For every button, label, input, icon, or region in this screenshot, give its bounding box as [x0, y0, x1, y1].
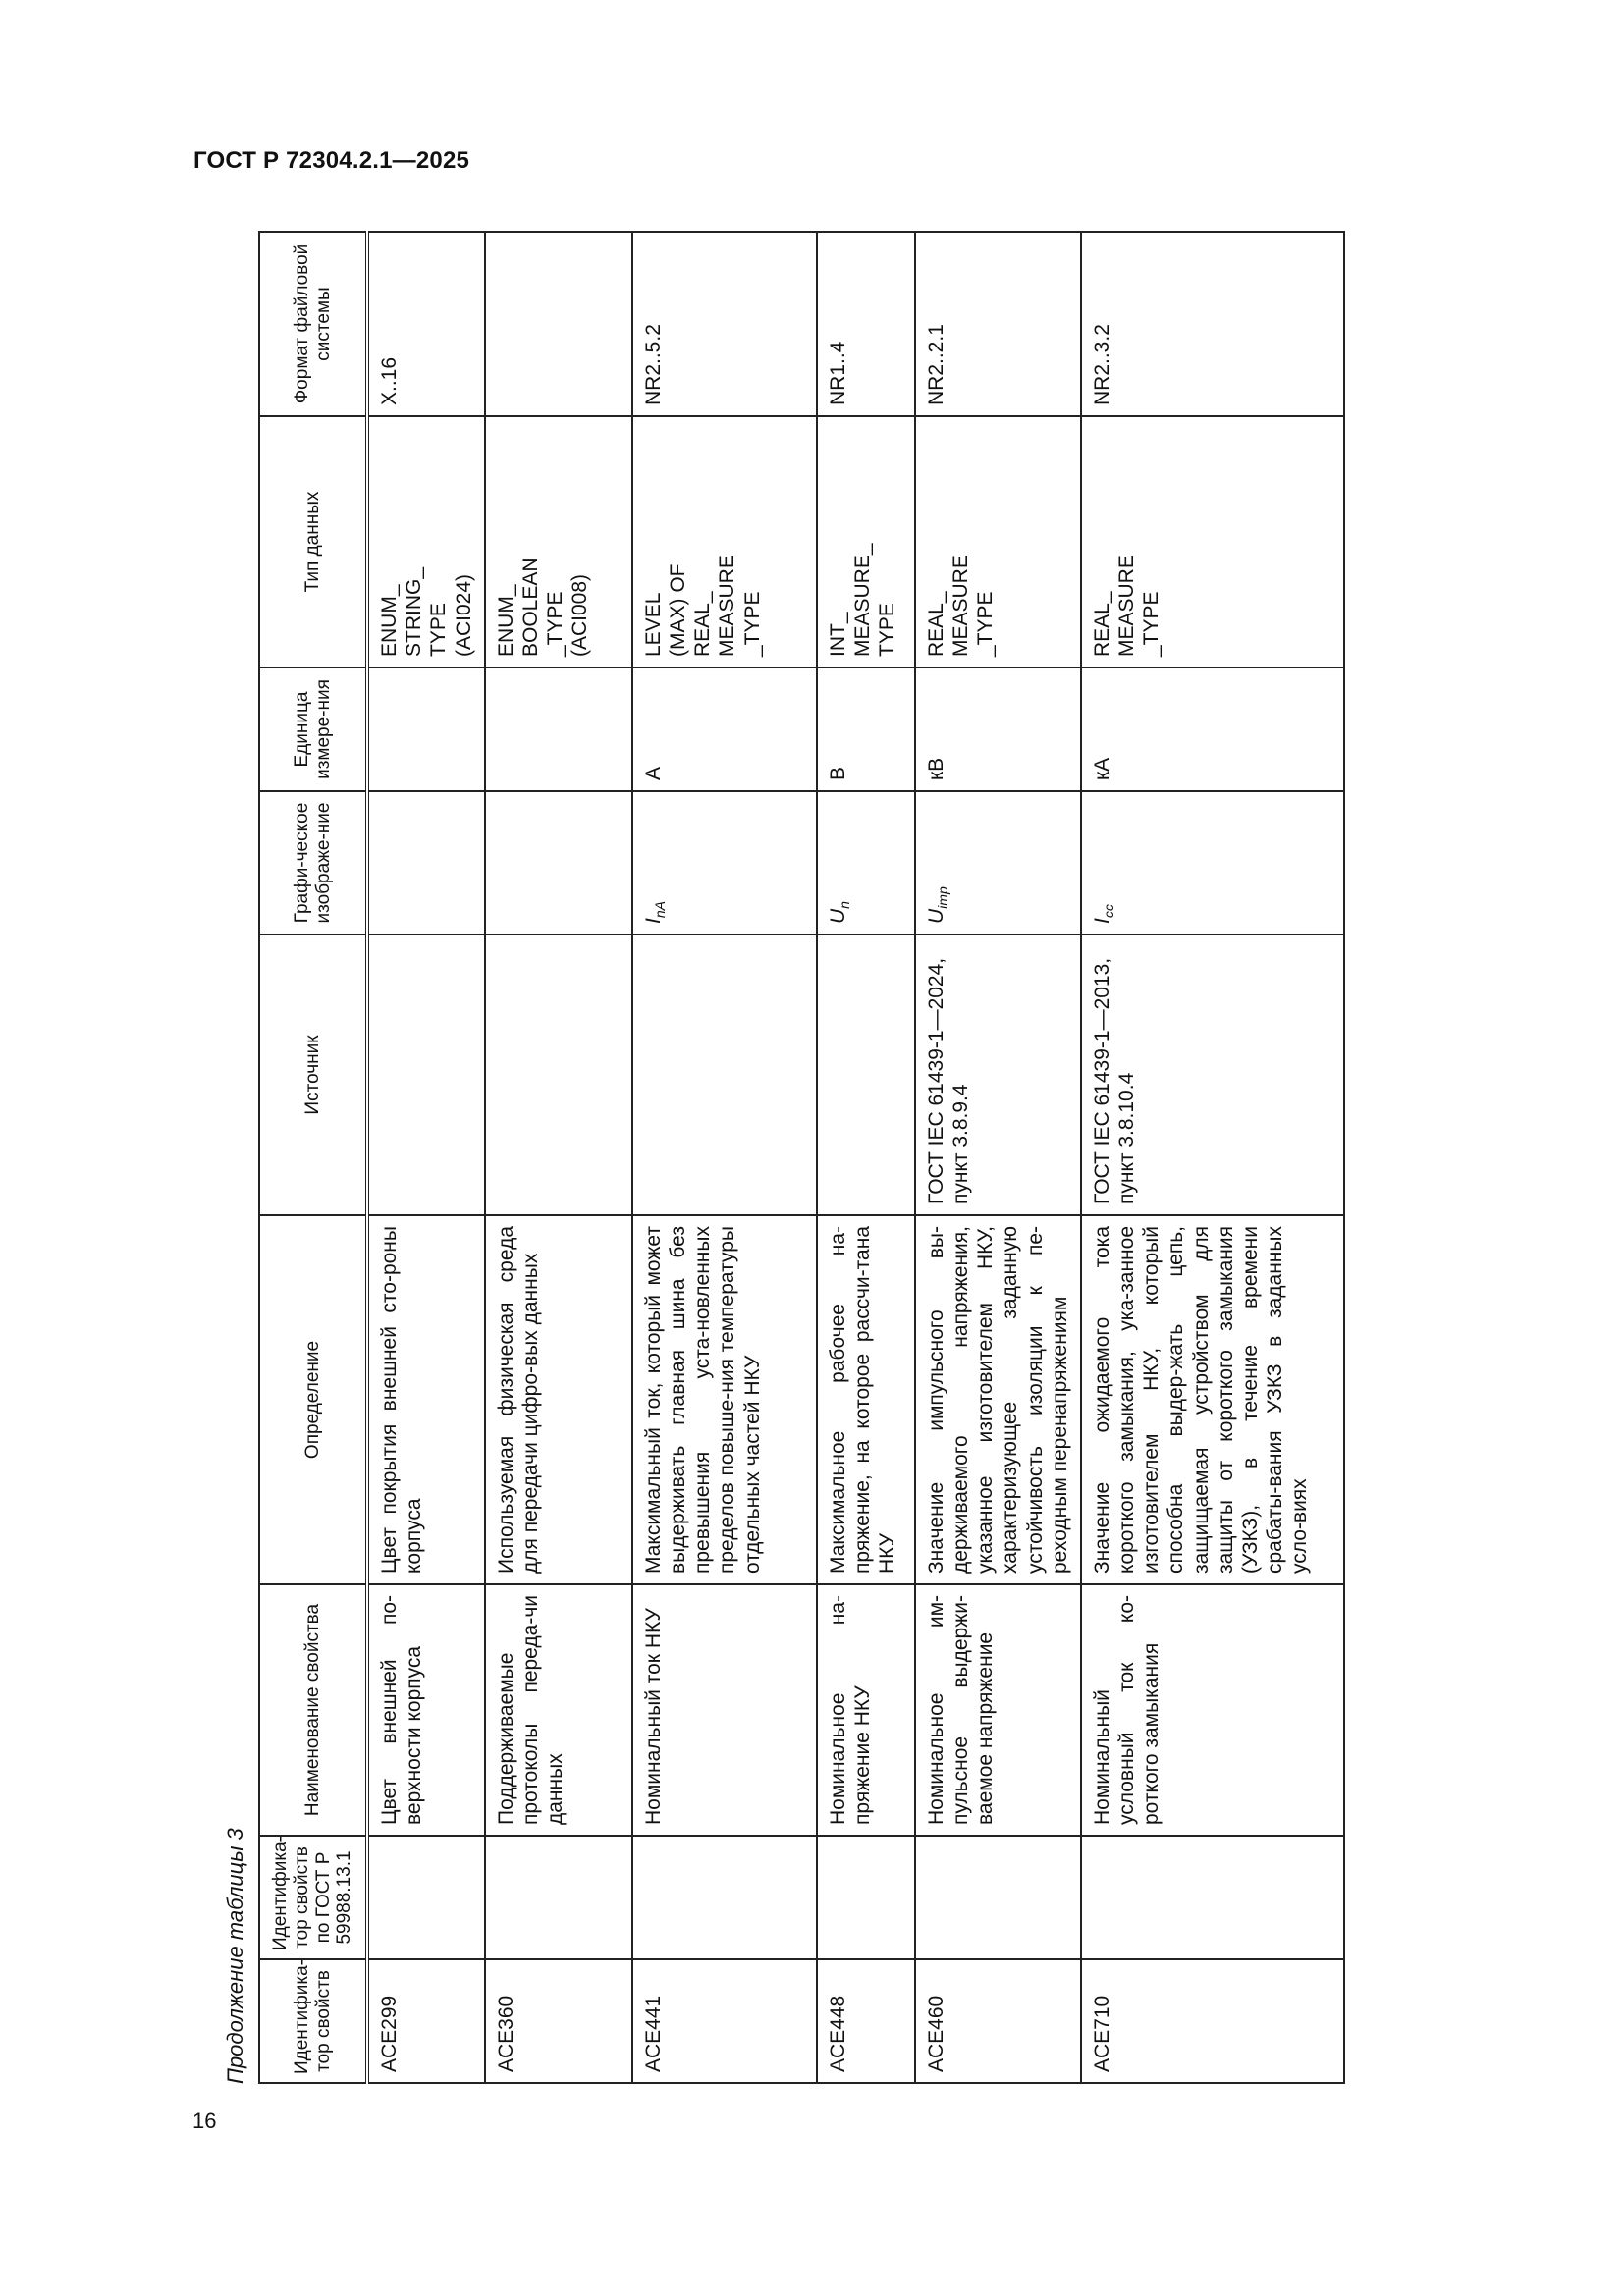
- cell-property-name: [1081, 1584, 1344, 1836]
- cell-property-name-text: Номинальный ток НКУ: [641, 1608, 665, 1825]
- cell-property-id: [817, 1959, 915, 2083]
- cell-data-type-text: INT_ MEASURE_ TYPE: [826, 543, 899, 657]
- cell-data-type-text: REAL_ MEASURE _TYPE: [1090, 555, 1164, 657]
- rotated-page-content: [223, 230, 1405, 2084]
- cell-source: [915, 934, 1081, 1215]
- cell-source: [1081, 934, 1344, 1215]
- cell-property-name: [485, 1584, 632, 1836]
- cell-data-type: [485, 416, 632, 667]
- cell-property-id-text: ACE710: [1090, 1995, 1113, 2072]
- cell-unit: [817, 667, 915, 791]
- cell-format: [485, 232, 632, 416]
- cell-property-id: [915, 1959, 1081, 2083]
- symbol-subscript: n: [836, 901, 852, 909]
- cell-property-name: [632, 1584, 817, 1836]
- table-row: [915, 232, 1081, 2083]
- cell-gost-id: [367, 1836, 485, 1959]
- cell-unit: [485, 667, 632, 791]
- cell-format-text: NR2..3.2: [1090, 324, 1113, 405]
- page-number: 16: [192, 2109, 217, 2133]
- cell-symbol: [632, 791, 817, 934]
- cell-definition: [367, 1215, 485, 1584]
- cell-definition: [915, 1215, 1081, 1584]
- cell-property-name-text: Цвет внешней по-верхности корпуса: [378, 1595, 426, 1825]
- cell-unit-text: А: [641, 766, 665, 780]
- column-header: Формат файловой системы: [259, 232, 367, 416]
- cell-unit: [632, 667, 817, 791]
- cell-property-id-text: ACE299: [378, 1995, 401, 2072]
- cell-property-id-text: ACE460: [924, 1995, 947, 2072]
- cell-property-name: [367, 1584, 485, 1836]
- cell-definition-text: Значение импульсного вы-держиваемого напряжения, указанное изготовителем НКУ, характеризующее заданную устойчивость изоляции к пе-реходным перенапряжениям: [924, 1226, 1071, 1574]
- table-row: [817, 232, 915, 2083]
- cell-data-type: [817, 416, 915, 667]
- cell-data-type: [632, 416, 817, 667]
- symbol-subscript: imp: [934, 886, 950, 909]
- cell-source: [632, 934, 817, 1215]
- cell-property-name-text: Поддерживаемые протоколы переда-чи данных: [494, 1595, 568, 1825]
- symbol-letter: I: [641, 918, 665, 924]
- cell-data-type-text: LEVEL (MAX) OF REAL_ MEASURE _TYPE: [641, 555, 764, 657]
- cell-format-text: NR2..2.1: [924, 324, 947, 405]
- cell-source: [817, 934, 915, 1215]
- cell-data-type-text: ENUM_ STRING_ TYPE (ACI024): [378, 566, 475, 657]
- cell-definition: [817, 1215, 915, 1584]
- cell-property-id: [485, 1959, 632, 2083]
- cell-format-text: NR1..4: [826, 341, 849, 405]
- cell-definition: [1081, 1215, 1344, 1584]
- cell-gost-id: [1081, 1836, 1344, 1959]
- cell-definition-text: Цвет покрытия внешней сто-роны корпуса: [378, 1226, 426, 1574]
- cell-property-id-text: ACE441: [641, 1995, 665, 2072]
- symbol-letter: U: [924, 908, 947, 924]
- cell-definition: [485, 1215, 632, 1584]
- column-header: Наименование свойства: [259, 1584, 367, 1836]
- cell-unit-text: кВ: [924, 757, 947, 780]
- cell-property-id-text: ACE360: [494, 1995, 517, 2072]
- cell-unit: [1081, 667, 1344, 791]
- symbol-letter: U: [826, 908, 849, 924]
- cell-definition-text: Максимальное рабочее на-пряжение, на которое рассчи-тана НКУ: [826, 1226, 899, 1574]
- cell-format-text: NR2..5.2: [641, 324, 665, 405]
- cell-format-text: X..16: [378, 356, 401, 405]
- cell-unit: [367, 667, 485, 791]
- cell-unit-text: В: [826, 766, 849, 780]
- cell-source: [367, 934, 485, 1215]
- cell-data-type-text: REAL_ MEASURE _TYPE: [924, 555, 998, 657]
- table-container: [258, 233, 1345, 2084]
- cell-definition-text: Максимальный ток, который может выдерживать главная шина без превышения уста-новленных пределов повыше-ния температуры отдельных частей НКУ: [641, 1226, 764, 1574]
- cell-property-name: [915, 1584, 1081, 1836]
- column-header: Источник: [259, 934, 367, 1215]
- cell-data-type-text: ENUM_ BOOLEAN _TYPE (ACI008): [494, 557, 592, 657]
- cell-format: [632, 232, 817, 416]
- cell-property-name-text: Номинальное им-пульсное выдержи-ваемое напряжение: [924, 1595, 998, 1825]
- column-header: Графи-ческое изображе-ние: [259, 791, 367, 934]
- cell-unit-text: кА: [1090, 757, 1113, 780]
- cell-property-name-text: Номинальное на-пряжение НКУ: [826, 1595, 874, 1825]
- document-header: ГОСТ Р 72304.2.1—2025: [193, 147, 470, 174]
- cell-gost-id: [915, 1836, 1081, 1959]
- header-row: [259, 232, 367, 2083]
- cell-definition-text: Значение ожидаемого тока короткого замыкания, ука-занное изготовителем НКУ, который способна выдер-жать цепь, защищаемая устройством для защиты от короткого замыкания (УЗКЗ), в течение времени срабаты-вания УЗКЗ в заданных усло-виях: [1090, 1226, 1312, 1574]
- symbol-subscript: nA: [651, 901, 668, 919]
- cell-symbol: [485, 791, 632, 934]
- cell-format: [1081, 232, 1344, 416]
- table-row: [1081, 232, 1344, 2083]
- table-row: [367, 232, 485, 2083]
- table-header: [259, 232, 367, 2083]
- cell-symbol: [367, 791, 485, 934]
- cell-property-id: [1081, 1959, 1344, 2083]
- cell-data-type: [367, 416, 485, 667]
- cell-property-id: [632, 1959, 817, 2083]
- table-row: [485, 232, 632, 2083]
- cell-definition: [632, 1215, 817, 1584]
- column-header: Идентифика-тор свойств по ГОСТ Р 59988.13.1: [259, 1836, 367, 1959]
- cell-property-name-text: Номинальный условный ток ко-роткого замыкания: [1090, 1595, 1164, 1825]
- symbol-letter: I: [1090, 918, 1113, 924]
- cell-format: [817, 232, 915, 416]
- properties-table: [258, 231, 1345, 2084]
- cell-symbol: [1081, 791, 1344, 934]
- cell-property-id: [367, 1959, 485, 2083]
- cell-property-id-text: ACE448: [826, 1995, 849, 2072]
- column-header: Идентифика-тор свойств: [259, 1959, 367, 2083]
- cell-source-text: ГОСТ IEC 61439-1—2013, пункт 3.8.10.4: [1090, 957, 1139, 1204]
- table-body: [367, 232, 1344, 2083]
- cell-property-name: [817, 1584, 915, 1836]
- cell-format: [915, 232, 1081, 416]
- table-caption: Продолжение таблицы 3: [223, 1828, 247, 2084]
- cell-gost-id: [817, 1836, 915, 1959]
- cell-data-type: [915, 416, 1081, 667]
- cell-source-text: ГОСТ IEC 61439-1—2024, пункт 3.8.9.4: [924, 957, 972, 1204]
- cell-definition-text: Используемая физическая среда для передачи цифро-вых данных: [494, 1226, 542, 1574]
- cell-source: [485, 934, 632, 1215]
- cell-symbol: [817, 791, 915, 934]
- cell-data-type: [1081, 416, 1344, 667]
- cell-gost-id: [485, 1836, 632, 1959]
- symbol-subscript: cc: [1101, 904, 1117, 919]
- column-header: Единица измере-ния: [259, 667, 367, 791]
- cell-format: [367, 232, 485, 416]
- column-header: Тип данных: [259, 416, 367, 667]
- cell-gost-id: [632, 1836, 817, 1959]
- table-row: [632, 232, 817, 2083]
- cell-symbol: [915, 791, 1081, 934]
- column-header: Определение: [259, 1215, 367, 1584]
- cell-unit: [915, 667, 1081, 791]
